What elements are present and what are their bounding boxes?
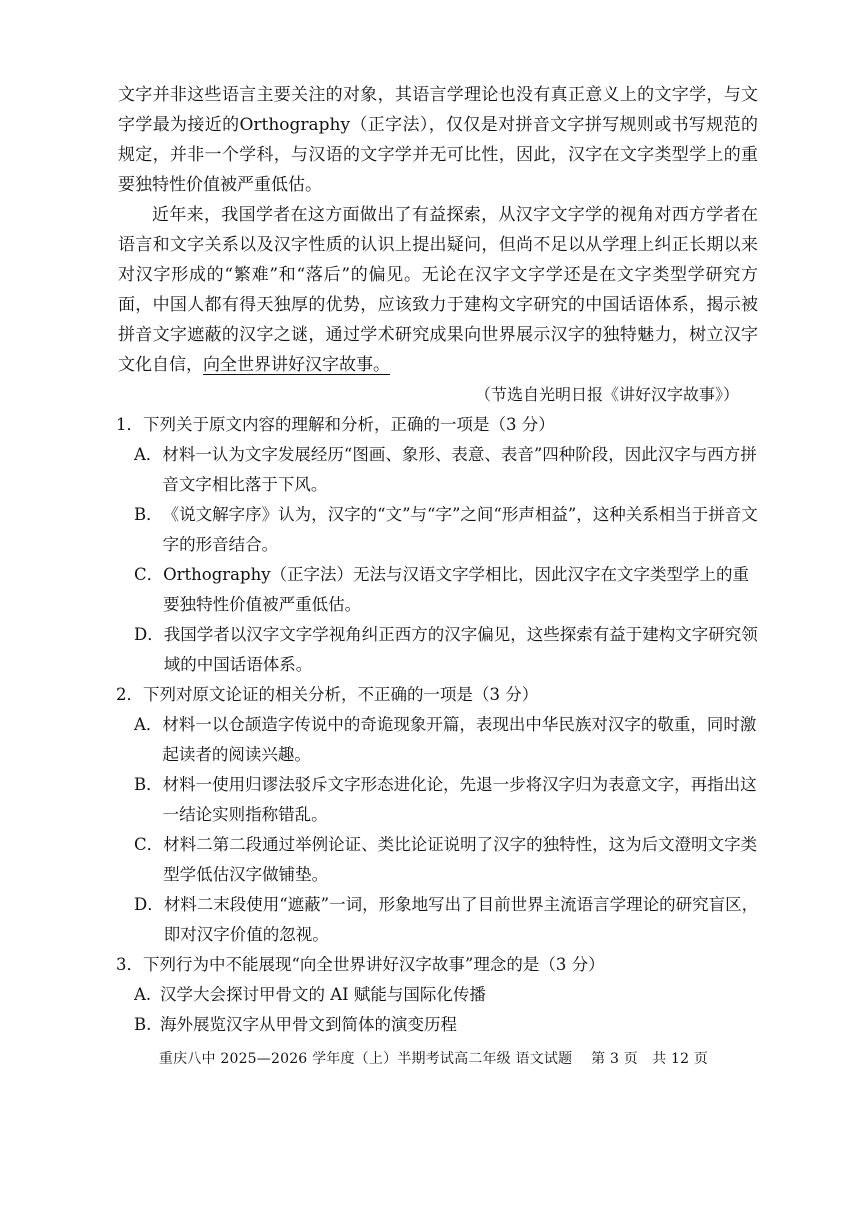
option-letter: B．: [134, 505, 163, 524]
page-footer: 重庆八中 2025—2026 学年度（上）半期考试高二年级 语文试题 第 3 页 共 12 页: [158, 1051, 709, 1067]
option-b: [134, 770, 762, 830]
question-2: [116, 680, 762, 950]
option-letter: C．: [134, 835, 164, 854]
option-d: [134, 620, 762, 680]
option-text: 材料一认为文字发展经历“图画、象形、表意、表音”四种阶段，因此汉字与西方拼音文字相比落于下风。: [162, 445, 757, 494]
passage-paragraph-2: [118, 200, 758, 380]
option-letter: A．: [134, 715, 163, 734]
question-number: 1．: [116, 415, 143, 434]
question-text: 下列关于原文内容的理解和分析，正确的一项是（3 分）: [143, 415, 555, 434]
option-letter: B.: [134, 1015, 152, 1034]
option-letter: D．: [134, 895, 164, 914]
option-letter: A．: [134, 445, 163, 464]
reading-passage: [118, 80, 758, 380]
option-text: 汉学大会探讨甲骨文的 AI 赋能与国际化传播: [160, 985, 486, 1004]
option-c: [134, 560, 762, 620]
question-number: 3．: [116, 955, 143, 974]
passage-paragraph-1: 文字并非这些语言主要关注的对象，其语言学理论也没有真正意义上的文字学，与文字学最为接近的Orthography（正字法），仅仅是对拼音文字拼写规则或书写规范的规定，并非一个学科，与汉语的文字学并无可比性，因此，汉字在文字类型学上的重要独特性价值被严重低估。: [118, 85, 758, 195]
option-text: 海外展览汉字从甲骨文到简体的演变历程: [160, 1015, 457, 1034]
option-a: [134, 710, 762, 770]
option-text: 我国学者以汉字文字学视角纠正西方的汉字偏见，这些探索有益于建构文字研究领域的中国话语体系。: [163, 625, 758, 674]
option-text: 《说文解字序》认为，汉字的“文”与“字”之间“形声相益”，这种关系相当于拼音文字的形音结合。: [162, 505, 758, 554]
question-list: [116, 410, 762, 1040]
option-letter: D．: [134, 625, 164, 644]
question-stem: [116, 950, 762, 980]
option-letter: C．: [134, 565, 164, 584]
question-number: 2．: [116, 685, 143, 704]
option-text: 材料二第二段通过举例论证、类比论证说明了汉字的独特性，这为后文澄明文字类型学低估汉字做铺垫。: [163, 835, 758, 884]
option-d: [134, 890, 762, 950]
option-b: [134, 500, 762, 560]
option-text: 材料一以仓颉造字传说中的奇诡现象开篇，表现出中华民族对汉字的敬重，同时激起读者的阅读兴趣。: [162, 715, 757, 764]
option-letter: A.: [134, 985, 152, 1004]
underlined-sentence: 向全世界讲好汉字故事。: [203, 355, 390, 375]
option-text: Orthography（正字法）无法与汉语文字学相比，因此汉字在文字类型学上的重要独特性价值被严重低估。: [163, 565, 750, 614]
passage-paragraph-2-text: 近年来，我国学者在这方面做出了有益探索，从汉字文字学的视角对西方学者在语言和文字关系以及汉字性质的认识上提出疑问，但尚不足以从学理上纠正长期以来对汉字形成的“繁难”和“落后”的偏见。无论在汉字文字学还是在文字类型学研究方面，中国人都有得天独厚的优势，应该致力于建构文字研究的中国话语体系，揭示被拼音文字遮蔽的汉字之谜，通过学术研究成果向世界展示汉字的独特魅力，树立汉字文化自信，: [118, 205, 758, 375]
option-b: [134, 1010, 762, 1040]
option-a: [134, 440, 762, 500]
passage-source: （节选自光明日报《讲好汉字故事》）: [474, 385, 739, 404]
option-letter: B．: [134, 775, 163, 794]
question-text: 下列行为中不能展现“向全世界讲好汉字故事”理念的是（3 分）: [143, 955, 605, 974]
question-1: [116, 410, 762, 680]
question-stem: [116, 410, 762, 440]
question-text: 下列对原文论证的相关分析，不正确的一项是（3 分）: [143, 685, 539, 704]
option-text: 材料二末段使用“遮蔽”一词，形象地写出了目前世界主流语言学理论的研究盲区，即对汉字价值的忽视。: [163, 895, 759, 944]
option-c: [134, 830, 762, 890]
option-a: [134, 980, 762, 1010]
question-3: [116, 950, 762, 1040]
question-stem: [116, 680, 762, 710]
option-text: 材料一使用归谬法驳斥文字形态进化论，先退一步将汉字归为表意文字，再指出这一结论实则指称错乱。: [162, 775, 757, 824]
